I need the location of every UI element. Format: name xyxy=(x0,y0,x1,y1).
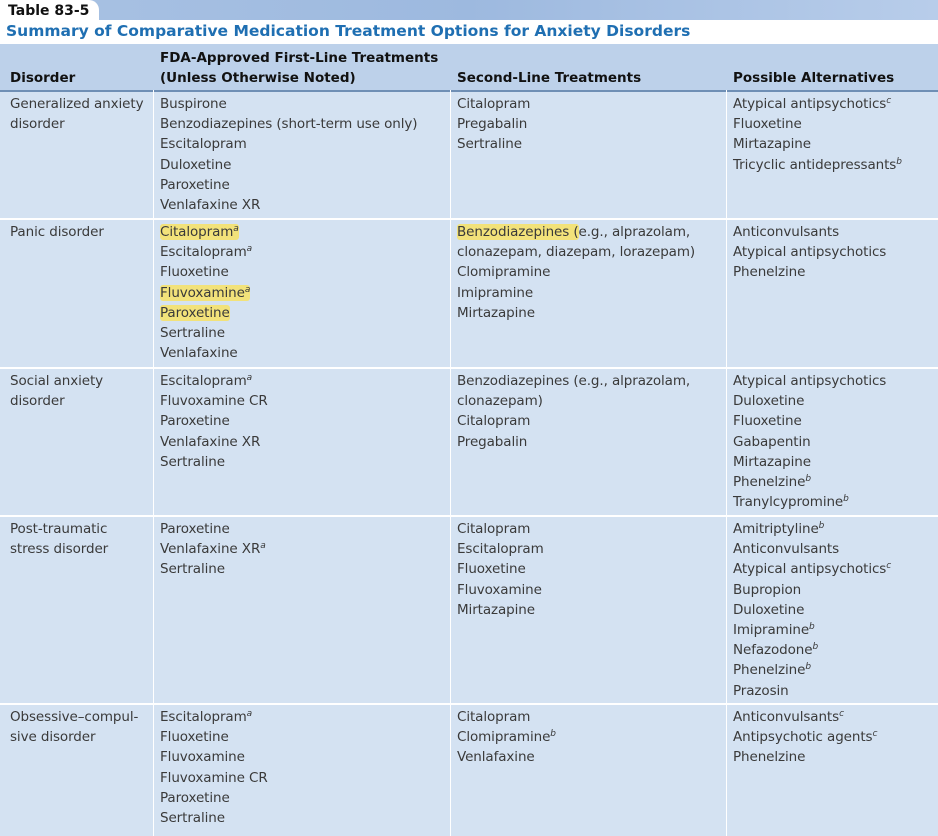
drug-name xyxy=(733,662,811,678)
drug-text: Imipramine xyxy=(733,622,810,639)
drug-entry xyxy=(160,242,252,262)
drug-entry xyxy=(457,283,695,303)
drug-entry xyxy=(160,768,268,788)
drug-entry xyxy=(457,411,690,431)
row-divider xyxy=(0,218,938,220)
drug-entry xyxy=(733,580,891,600)
table-header-row xyxy=(0,44,938,92)
drug-name xyxy=(733,157,902,173)
drug-entry xyxy=(733,681,891,701)
drug-name xyxy=(733,622,815,638)
drug-text: Escitalopram xyxy=(160,136,247,153)
drug-name xyxy=(733,602,804,618)
drug-text: Sertraline xyxy=(457,136,522,153)
column-divider xyxy=(153,90,154,836)
drug-entry xyxy=(160,114,417,134)
drug-name xyxy=(160,325,225,341)
drug-text: Tricyclic antidepressants xyxy=(733,156,897,173)
drug-text: Escitalopram xyxy=(457,541,544,558)
drug-name xyxy=(160,413,230,429)
drug-text: Citalopram xyxy=(457,96,531,112)
cell-alternatives xyxy=(733,519,891,701)
drug-entry xyxy=(160,391,268,411)
drug-text: Paroxetine xyxy=(160,304,230,321)
drug-entry xyxy=(457,519,544,539)
drug-entry xyxy=(733,620,891,640)
cell-alternatives xyxy=(733,707,877,768)
drug-text: Imipramine xyxy=(457,284,534,301)
drug-name xyxy=(733,642,818,658)
drug-entry xyxy=(457,391,690,411)
header-disorder: Disorder xyxy=(10,70,76,86)
drug-text: Venlafaxine xyxy=(457,749,535,766)
drug-text: Phenelzine xyxy=(733,474,806,491)
drug-entry xyxy=(160,155,417,175)
drug-text: Fluoxetine xyxy=(733,116,802,133)
footnote-marker: b xyxy=(809,622,815,633)
drug-name xyxy=(733,749,805,765)
drug-name xyxy=(733,413,802,429)
drug-entry xyxy=(160,371,268,391)
drug-entry xyxy=(160,323,252,343)
cell-alternatives xyxy=(733,222,886,283)
drug-name xyxy=(733,224,839,240)
drug-name xyxy=(160,136,247,152)
drug-entry xyxy=(733,747,877,767)
footnote-marker: c xyxy=(886,96,892,106)
drug-name xyxy=(457,373,690,389)
footnote-marker: b xyxy=(550,729,556,740)
drug-entry xyxy=(733,660,891,680)
disorder-name-line: Panic disorder xyxy=(10,224,104,240)
drug-text: Fluoxetine xyxy=(160,729,229,746)
drug-name xyxy=(457,244,695,260)
drug-name xyxy=(733,582,801,598)
drug-name xyxy=(733,709,844,725)
footnote-marker: a xyxy=(260,541,266,552)
drug-text: Fluvoxamine CR xyxy=(160,769,268,786)
disorder-name-line: Obsessive–compul- xyxy=(10,709,139,725)
drug-text: Pregabalin xyxy=(457,433,528,450)
drug-entry xyxy=(733,391,886,411)
highlighted-text: Benzodiazepines ( xyxy=(457,224,579,240)
footnote-marker: a xyxy=(233,224,239,234)
footnote-marker: c xyxy=(886,561,892,572)
drug-text: clonazepam) xyxy=(457,393,543,410)
drug-name xyxy=(733,434,811,450)
column-divider xyxy=(450,90,451,836)
drug-entry xyxy=(457,242,695,262)
drug-entry xyxy=(160,175,417,195)
drug-name xyxy=(457,521,530,537)
header-second-line: Second-Line Treatments xyxy=(457,70,642,86)
drug-entry xyxy=(733,262,886,282)
drug-text: Citalopram xyxy=(457,709,531,725)
cell-disorder xyxy=(10,371,103,411)
drug-text: Paroxetine xyxy=(160,176,230,193)
drug-text: Buspirone xyxy=(160,96,227,112)
drug-name xyxy=(457,729,556,745)
drug-text: Prazosin xyxy=(733,682,789,699)
drug-entry xyxy=(160,747,268,767)
cell-first-line xyxy=(160,371,268,472)
drug-name xyxy=(160,709,252,725)
drug-entry xyxy=(457,262,695,282)
cell-second-line xyxy=(457,222,695,323)
drug-name xyxy=(733,244,886,260)
drug-name xyxy=(733,96,891,112)
footnote-marker: a xyxy=(246,373,253,383)
drug-entry xyxy=(160,411,268,431)
drug-entry xyxy=(733,492,886,512)
drug-entry xyxy=(160,262,252,282)
disorder-name-line: Generalized anxiety xyxy=(10,96,144,112)
drug-name xyxy=(733,561,891,577)
drug-entry xyxy=(733,94,902,114)
drug-name xyxy=(160,177,230,193)
drug-entry xyxy=(160,303,252,323)
highlighted-drug xyxy=(160,285,250,301)
medication-table xyxy=(0,44,938,836)
drug-text: Atypical antipsychotics xyxy=(733,244,887,261)
header-first-line-title: FDA-Approved First-Line Treatments xyxy=(160,50,439,66)
drug-text: Antipsychotic agents xyxy=(733,729,873,746)
drug-name xyxy=(733,494,849,510)
drug-name xyxy=(457,602,535,618)
drug-name xyxy=(733,136,811,152)
drug-name xyxy=(457,264,550,280)
drug-name xyxy=(160,561,225,577)
drug-name xyxy=(457,541,544,557)
footnote-marker: a xyxy=(246,709,253,719)
drug-name xyxy=(160,244,252,260)
drug-text: Mirtazapine xyxy=(457,601,535,618)
drug-entry xyxy=(457,580,544,600)
drug-entry xyxy=(733,222,886,242)
drug-name xyxy=(733,541,839,557)
drug-entry xyxy=(733,600,891,620)
drug-entry xyxy=(733,472,886,492)
drug-text: Sertraline xyxy=(160,810,225,827)
cell-first-line xyxy=(160,222,252,363)
drug-name xyxy=(733,373,886,389)
drug-text: Anticonvulsants xyxy=(733,709,840,725)
drug-text: Fluoxetine xyxy=(160,264,229,281)
disorder-name-line: Social anxiety xyxy=(10,373,104,389)
drug-entry xyxy=(160,343,252,363)
cell-second-line xyxy=(457,94,530,155)
disorder-name-line: stress disorder xyxy=(10,541,109,558)
drug-name xyxy=(160,434,260,450)
drug-entry xyxy=(457,134,530,154)
footnote-marker: b xyxy=(812,642,819,653)
cell-disorder xyxy=(10,519,108,559)
drug-text: Anticonvulsants xyxy=(733,541,840,558)
drug-text: Citalopram xyxy=(160,224,234,240)
drug-text: Clomipramine xyxy=(457,264,551,281)
drug-entry xyxy=(457,303,695,323)
drug-entry xyxy=(457,747,556,767)
drug-text: Phenelzine xyxy=(733,264,806,281)
drug-text: Duloxetine xyxy=(160,156,232,173)
disorder-name-line: Post-traumatic xyxy=(10,521,108,537)
drug-name xyxy=(160,810,225,826)
drug-text: Escitalopram xyxy=(160,244,247,261)
drug-text: Venlafaxine xyxy=(160,345,238,362)
drug-name xyxy=(733,264,805,280)
drug-text: clonazepam, diazepam, lorazepam) xyxy=(457,244,696,261)
drug-entry xyxy=(733,452,886,472)
highlighted-drug xyxy=(160,224,239,240)
drug-name xyxy=(160,521,230,537)
drug-entry xyxy=(733,519,891,539)
cell-second-line xyxy=(457,519,544,620)
drug-entry xyxy=(733,371,886,391)
drug-text: Venlafaxine XR xyxy=(160,197,261,214)
drug-name xyxy=(457,582,542,598)
drug-text: Phenelzine xyxy=(733,749,806,766)
drug-name xyxy=(160,264,229,280)
drug-name xyxy=(733,116,802,132)
drug-entry xyxy=(733,411,886,431)
drug-text: Benzodiazepines (e.g., alprazolam, xyxy=(457,373,691,389)
drug-name xyxy=(160,790,230,806)
drug-text: Mirtazapine xyxy=(733,136,811,153)
drug-name xyxy=(733,474,811,490)
drug-name xyxy=(457,393,543,409)
drug-text: Fluvoxamine xyxy=(457,581,542,598)
footnote-marker: c xyxy=(872,729,878,740)
drug-text: Duloxetine xyxy=(733,393,805,410)
drug-entry xyxy=(160,222,252,242)
drug-text: Mirtazapine xyxy=(733,453,811,470)
drug-name xyxy=(160,157,231,173)
drug-name xyxy=(457,434,527,450)
drug-entry xyxy=(160,519,266,539)
drug-text: Paroxetine xyxy=(160,789,230,806)
cell-alternatives xyxy=(733,94,902,175)
drug-name xyxy=(160,393,268,409)
drug-entry xyxy=(160,283,252,303)
disorder-name-line: disorder xyxy=(10,116,65,133)
drug-entry xyxy=(457,559,544,579)
drug-entry xyxy=(160,727,268,747)
footnote-marker: a xyxy=(244,284,251,295)
drug-entry xyxy=(733,155,902,175)
drug-name xyxy=(733,393,804,409)
drug-name xyxy=(457,305,535,321)
disorder-name-line: disorder xyxy=(10,393,65,410)
drug-entry xyxy=(457,539,544,559)
footnote-marker: b xyxy=(896,156,902,167)
drug-entry xyxy=(733,432,886,452)
drug-text: Citalopram xyxy=(457,413,531,430)
drug-text: Phenelzine xyxy=(733,662,806,679)
drug-name xyxy=(160,96,227,112)
cell-first-line xyxy=(160,707,268,828)
header-first-line-note: (Unless Otherwise Noted) xyxy=(160,70,356,86)
drug-name xyxy=(733,683,789,699)
drug-text: Escitalopram xyxy=(160,373,247,389)
drug-entry xyxy=(733,640,891,660)
drug-text: Pregabalin xyxy=(457,116,528,133)
drug-text: Sertraline xyxy=(160,561,225,578)
drug-name xyxy=(457,285,533,301)
header-bar xyxy=(0,0,938,20)
row-divider xyxy=(0,515,938,517)
footnote-marker: a xyxy=(246,244,253,255)
row-divider xyxy=(0,367,938,369)
cell-second-line xyxy=(457,371,690,452)
drug-name xyxy=(457,709,530,725)
drug-text-rest: e.g., alprazolam, xyxy=(578,224,691,240)
drug-name xyxy=(733,729,877,745)
drug-name xyxy=(160,454,225,470)
header-alternatives: Possible Alternatives xyxy=(733,70,895,86)
table-label: Table 83-5 xyxy=(0,0,99,20)
drug-text: Fluoxetine xyxy=(457,561,526,578)
drug-entry xyxy=(160,808,268,828)
cell-alternatives xyxy=(733,371,886,512)
drug-entry xyxy=(457,94,530,114)
drug-entry xyxy=(733,114,902,134)
footnote-marker: b xyxy=(818,521,825,531)
cell-disorder xyxy=(10,707,138,747)
drug-text: Nefazodone xyxy=(733,642,813,659)
drug-name xyxy=(457,561,526,577)
drug-text: Paroxetine xyxy=(160,521,230,537)
drug-entry xyxy=(457,432,690,452)
drug-name xyxy=(457,116,527,132)
cell-second-line xyxy=(457,707,556,768)
drug-entry xyxy=(160,134,417,154)
drug-entry xyxy=(160,452,268,472)
drug-entry xyxy=(457,371,690,391)
drug-name xyxy=(160,541,266,557)
drug-name xyxy=(160,197,260,213)
cell-first-line xyxy=(160,519,266,580)
cell-disorder xyxy=(10,94,143,134)
drug-text: Benzodiazepines (short-term use only) xyxy=(160,116,418,133)
footnote-marker: b xyxy=(805,662,811,673)
drug-entry xyxy=(160,559,266,579)
drug-name xyxy=(160,116,417,132)
drug-name xyxy=(457,749,535,765)
drug-name xyxy=(160,749,245,765)
drug-text: Mirtazapine xyxy=(457,304,535,321)
highlighted-drug xyxy=(160,305,230,321)
drug-text: Fluvoxamine CR xyxy=(160,393,268,410)
drug-entry xyxy=(160,195,417,215)
drug-text: Clomipramine xyxy=(457,729,551,746)
column-divider xyxy=(726,90,727,836)
drug-entry xyxy=(160,788,268,808)
drug-entry xyxy=(733,134,902,154)
drug-text: Venlafaxine XR xyxy=(160,433,261,450)
drug-name xyxy=(733,454,811,470)
row-divider xyxy=(0,703,938,705)
drug-text: Fluoxetine xyxy=(733,413,802,430)
drug-text: Duloxetine xyxy=(733,601,805,618)
drug-text: Anticonvulsants xyxy=(733,224,840,240)
drug-entry xyxy=(457,114,530,134)
drug-text: Escitalopram xyxy=(160,709,247,725)
drug-entry xyxy=(160,707,268,727)
drug-name xyxy=(160,770,268,786)
drug-text: Fluvoxamine xyxy=(160,284,245,301)
drug-text: Atypical antipsychotics xyxy=(733,96,887,112)
drug-text: Tranylcypromine xyxy=(733,494,844,511)
disorder-name-line: sive disorder xyxy=(10,729,96,746)
drug-text: Paroxetine xyxy=(160,413,230,430)
drug-name xyxy=(457,136,522,152)
drug-entry xyxy=(457,727,556,747)
drug-text: Atypical antipsychotics xyxy=(733,561,887,578)
drug-name xyxy=(160,373,252,389)
drug-entry xyxy=(733,539,891,559)
footnote-marker: b xyxy=(843,494,849,505)
drug-name xyxy=(160,729,229,745)
drug-text: Amitriptyline xyxy=(733,521,819,537)
drug-name xyxy=(733,521,824,537)
cell-disorder xyxy=(10,222,104,242)
drug-entry xyxy=(733,559,891,579)
drug-entry xyxy=(457,707,556,727)
drug-entry xyxy=(733,727,877,747)
drug-text: Bupropion xyxy=(733,581,802,598)
drug-text: Sertraline xyxy=(160,325,225,342)
drug-entry xyxy=(457,600,544,620)
cell-first-line xyxy=(160,94,417,215)
drug-entry xyxy=(733,707,877,727)
drug-entry xyxy=(160,94,417,114)
drug-text: Gabapentin xyxy=(733,433,811,450)
drug-name xyxy=(160,345,238,361)
drug-entry xyxy=(457,222,695,242)
drug-text: Sertraline xyxy=(160,453,225,470)
header-first-line xyxy=(160,48,438,88)
drug-text: Citalopram xyxy=(457,521,531,537)
drug-name xyxy=(457,96,530,112)
drug-entry xyxy=(160,432,268,452)
footnote-marker: c xyxy=(839,709,844,719)
drug-text: Venlafaxine XR xyxy=(160,541,261,558)
footnote-marker: b xyxy=(805,474,811,485)
table-title: Summary of Comparative Medication Treatment Options for Anxiety Disorders xyxy=(6,22,691,40)
drug-entry xyxy=(733,242,886,262)
drug-text: Fluvoxamine xyxy=(160,749,245,766)
drug-entry xyxy=(160,539,266,559)
drug-text: Atypical antipsychotics xyxy=(733,373,887,389)
drug-name xyxy=(457,413,530,429)
